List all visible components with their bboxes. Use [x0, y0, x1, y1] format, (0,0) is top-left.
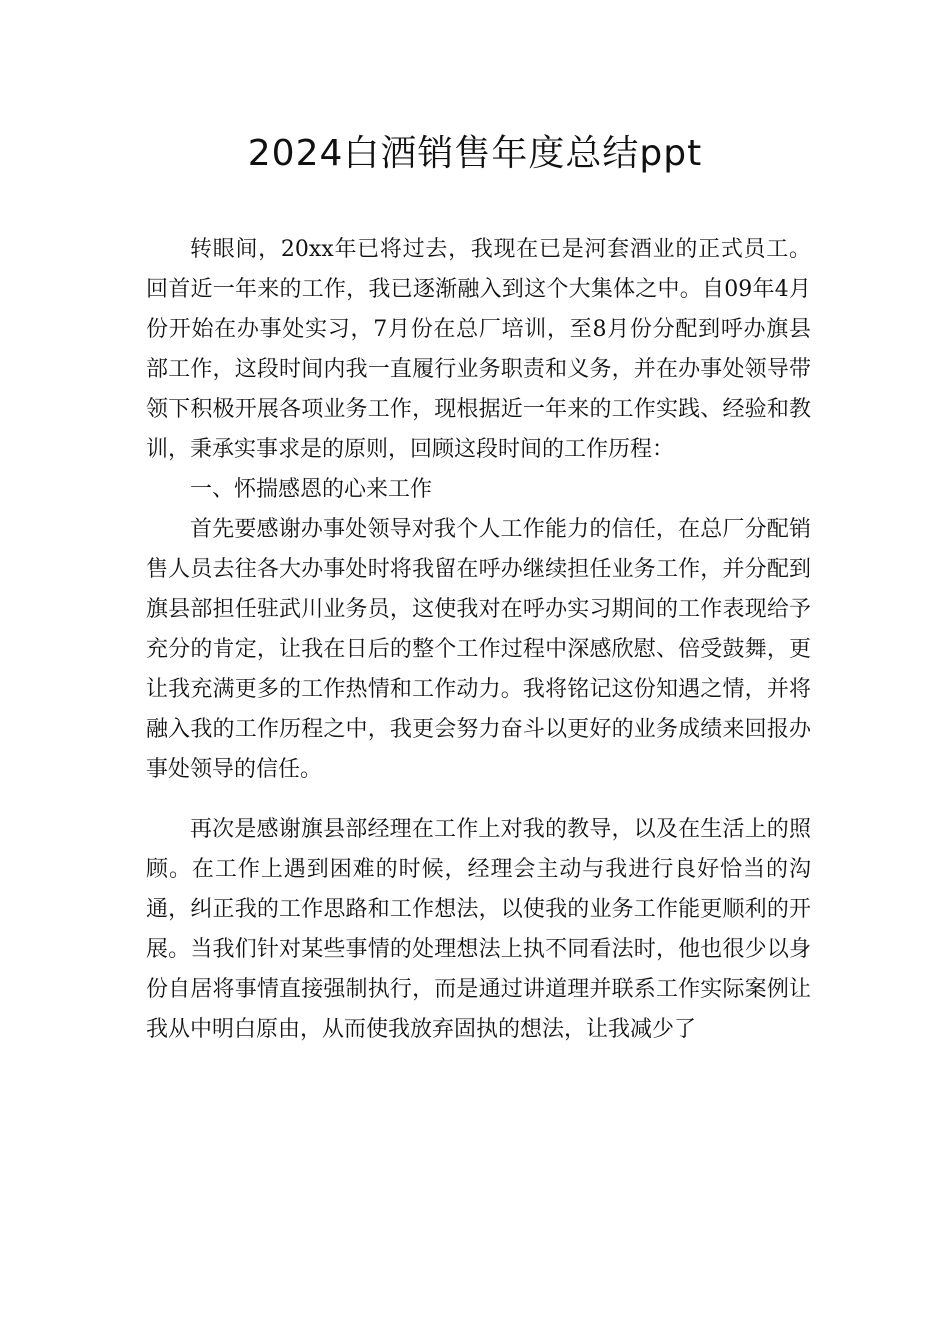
- paragraph-gratitude-manager: 再次是感谢旗县部经理在工作上对我的教导，以及在生活上的照顾。在工作上遇到困难的时候，经理会主动与我进行良好恰当的沟通，纠正我的工作思路和工作想法，以使我的业务工作能更顺利的开展。当我们针对某些事情的处理想法上执不同看法时，他也很少以身份自居将事情直接强制执行，而是通过讲道理并联系工作实际案例让我从中明白原由，从而使我放弃固执的想法，让我减少了: [146, 817, 811, 1042]
- paragraph-gratitude-leaders: 首先要感谢办事处领导对我个人工作能力的信任，在总厂分配销售人员去往各大办事处时将我留在呼办继续担任业务工作，并分配到旗县部担任驻武川业务员，这使我对在呼办实习期间的工作表现给予充分的肯定，让我在日后的整个工作过程中深感欣慰、倍受鼓舞，更让我充满更多的工作热情和工作动力。我将铭记这份知遇之情，并将融入我的工作历程之中，我更会努力奋斗以更好的业务成绩来回报办事处领导的信任。: [146, 517, 811, 782]
- paragraph-intro: 转眼间，20xx年已将过去，我现在已是河套酒业的正式员工。回首近一年来的工作，我已逐渐融入到这个大集体之中。自09年4月份开始在办事处实习，7月份在总厂培训，至8月份分配到呼办旗县部工作，这段时间内我一直履行业务职责和义务，并在办事处领导带领下积极开展各项业务工作，现根据近一年来的工作实践、经验和教训，秉承实事求是的原则，回顾这段时间的工作历程：: [146, 237, 811, 462]
- section-heading: 一、怀揣感恩的心来工作: [190, 477, 433, 502]
- document-title: 2024白酒销售年度总结ppt: [247, 133, 703, 174]
- document-body: [146, 230, 811, 1050]
